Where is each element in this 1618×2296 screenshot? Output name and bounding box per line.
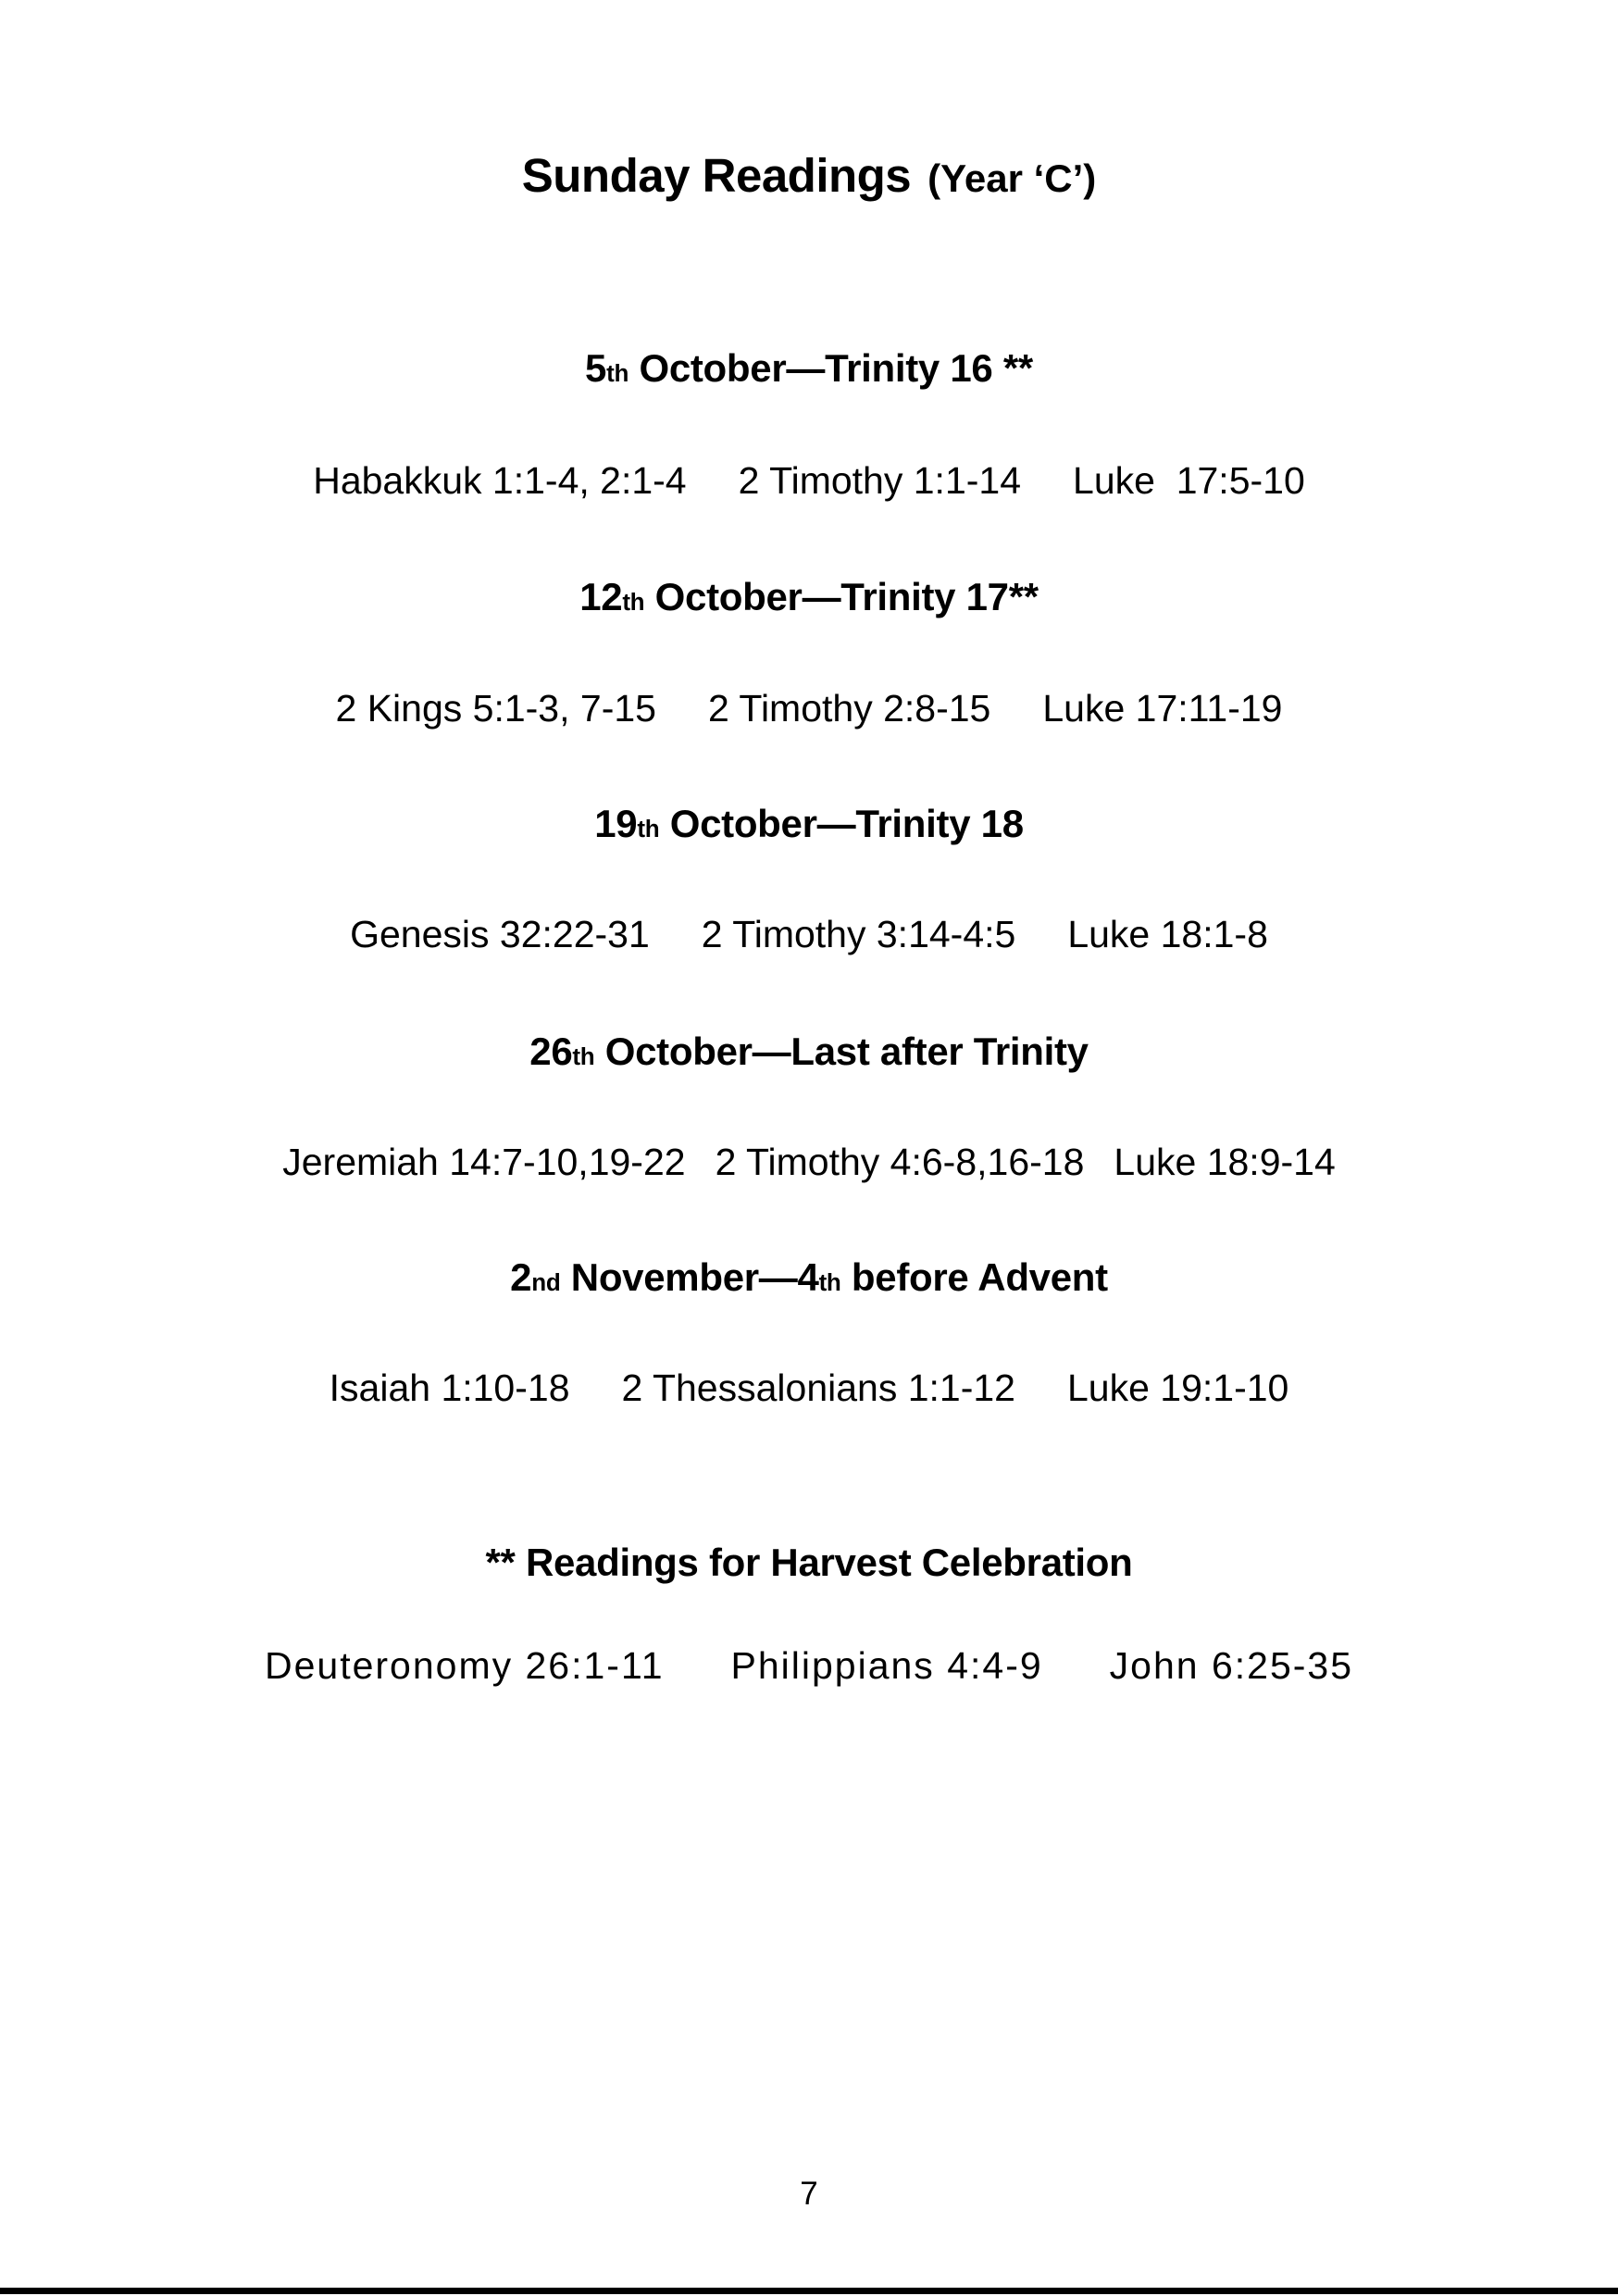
reading-item: Luke 19:1-10 <box>1066 1366 1289 1409</box>
section-header-harvest <box>0 1541 1618 1585</box>
header-text: October—Last after Trinity <box>594 1029 1089 1073</box>
page-title <box>0 148 1618 203</box>
reading-item: Deuteronomy 26:1-11 <box>264 1644 665 1687</box>
section-header-before-advent: 2 nd November—4 th before Advent <box>510 1255 1108 1299</box>
header-text: 26 <box>529 1029 573 1073</box>
reading-line-trinity18 <box>0 913 1618 956</box>
reading-item: Luke 17:11-19 <box>1042 687 1283 730</box>
reading-item: Luke 18:1-8 <box>1067 913 1268 955</box>
section-header-trinity16: 5 th October—Trinity 16 ** <box>585 346 1033 390</box>
reading-item: 2 Thessalonians 1:1-12 <box>621 1366 1015 1409</box>
header-text: October—Trinity 17** <box>644 575 1039 618</box>
header-text: October—Trinity 18 <box>659 802 1024 845</box>
reading-item: 2 Timothy 1:1-14 <box>738 459 1022 502</box>
header-text: before Advent <box>840 1255 1108 1299</box>
header-text: 12 <box>579 575 623 618</box>
section-header-trinity18: 19 th October—Trinity 18 <box>594 802 1024 845</box>
reading-item: Genesis 32:22-31 <box>350 913 650 955</box>
header-text: 5 <box>585 346 607 390</box>
header-text: ** Readings for Harvest Celebration <box>485 1541 1133 1584</box>
page-number: 7 <box>800 2176 818 2212</box>
reading-item: 2 Timothy 2:8-15 <box>707 687 991 730</box>
reading-item: Isaiah 1:10-18 <box>329 1366 570 1409</box>
header-text: 2 <box>510 1255 532 1299</box>
reading-item: 2 Timothy 4:6-8,16-18 <box>715 1141 1085 1183</box>
header-text: October—Trinity 16 ** <box>629 346 1033 390</box>
reading-item: 2 Timothy 3:14-4:5 <box>701 913 1016 955</box>
reading-item: Luke 17:5-10 <box>1073 459 1305 502</box>
reading-item: Habakkuk 1:1-4, 2:1-4 <box>313 459 687 502</box>
reading-item: John 6:25-35 <box>1109 1644 1354 1687</box>
header-text: November—4 <box>560 1255 819 1299</box>
reading-line-trinity16 <box>0 459 1618 503</box>
reading-item: Luke 18:9-14 <box>1114 1141 1336 1183</box>
section-header-trinity17: 12 th October—Trinity 17** <box>579 575 1039 618</box>
section-header-last-after-trinity: 26 th October—Last after Trinity <box>529 1029 1089 1073</box>
page-title-main: Sunday Readings <box>521 149 912 202</box>
reading-item: Jeremiah 14:7-10,19-22 <box>282 1141 686 1183</box>
reading-line-harvest <box>0 1644 1618 1688</box>
reading-item: Philippians 4:4-9 <box>730 1644 1043 1687</box>
bottom-rule <box>0 2288 1618 2294</box>
reading-line-last-after-trinity <box>0 1141 1618 1184</box>
header-text: 19 <box>594 802 638 845</box>
page-title-suffix: (Year ‘C’) <box>927 156 1097 200</box>
reading-line-trinity17 <box>0 687 1618 730</box>
reading-item: 2 Kings 5:1-3, 7-15 <box>335 687 656 730</box>
reading-line-before-advent <box>0 1366 1618 1410</box>
